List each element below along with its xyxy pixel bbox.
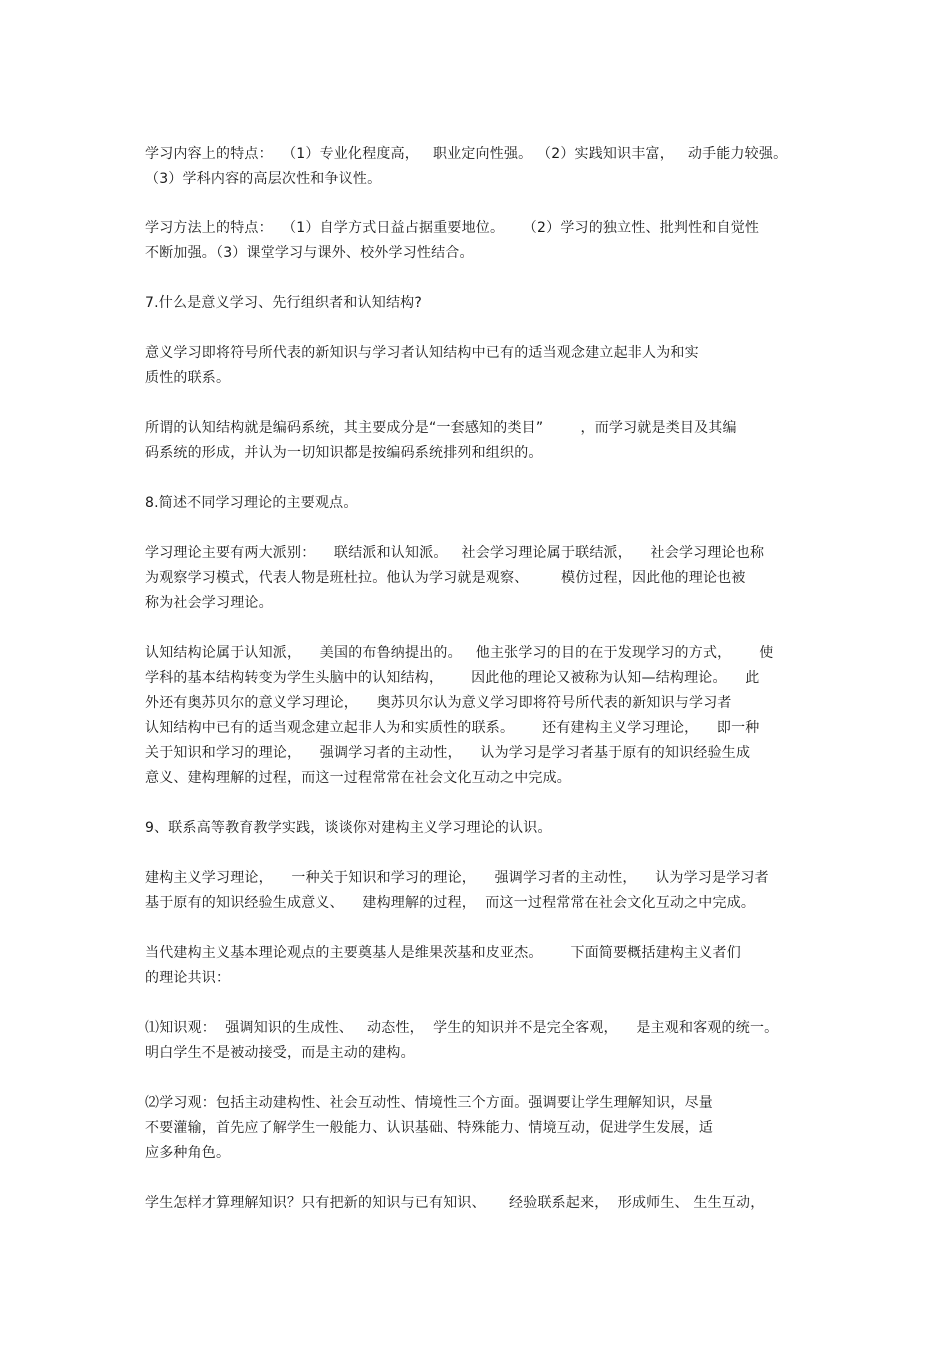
text-line: （3）学科内容的高层次性和争议性。: [145, 171, 382, 187]
text-line: 当代建构主义基本理论观点的主要奠基人是维果茨基和皮亚杰。 下面简要概括建构主义者们: [145, 945, 741, 961]
text-line: 意义学习即将符号所代表的新知识与学习者认知结构中已有的适当观念建立起非人为和实: [145, 345, 699, 361]
text-line: 应多种角色。: [145, 1145, 231, 1161]
text-line: 意义、建构理解的过程，而这一过程常常在社会文化互动之中完成。: [145, 770, 571, 786]
question-heading: 8.简述不同学习理论的主要观点。: [145, 495, 358, 511]
text-line: 质性的联系。: [145, 370, 231, 386]
text-line: 基于原有的知识经验生成意义、 建构理解的过程， 而这一过程常常在社会文化互动之中完成。: [145, 895, 756, 911]
question-heading: 9、联系高等教育教学实践，谈谈你对建构主义学习理论的认识。: [145, 820, 552, 836]
text-line: 学习方法上的特点： （1）自学方式日益占据重要地位。 （2）学习的独立性、批判性和自觉性: [145, 220, 760, 236]
text-line: 关于知识和学习的理论， 强调学习者的主动性， 认为学习是学习者基于原有的知识经验生成: [145, 745, 751, 761]
text-line: ⑴知识观： 强调知识的生成性、 动态性， 学生的知识并不是完全客观， 是主观和客观的统一。: [145, 1020, 779, 1036]
text-line: 学习内容上的特点： （1）专业化程度高， 职业定向性强。 （2）实践知识丰富， 动手能力较强。: [145, 146, 788, 162]
text-line: 明白学生不是被动接受，而是主动的建构。: [145, 1045, 415, 1061]
text-line: 学习理论主要有两大派别： 联结派和认知派。 社会学习理论属于联结派， 社会学习理论也称: [145, 545, 765, 561]
text-line: 学生怎样才算理解知识？只有把新的知识与已有知识、 经验联系起来， 形成师生、 生生互动，: [145, 1195, 765, 1211]
text-line: 码系统的形成，并认为一切知识都是按编码系统排列和组织的。: [145, 445, 543, 461]
text-line: 不要灌输，首先应了解学生一般能力、认识基础、特殊能力、情境互动，促进学生发展，适: [145, 1120, 713, 1136]
text-line: 认知结构中已有的适当观念建立起非人为和实质性的联系。 还有建构主义学习理论， 即一种: [145, 720, 760, 736]
text-line: ⑵学习观：包括主动建构性、社会互动性、情境性三个方面。强调要让学生理解知识，尽量: [145, 1095, 713, 1111]
text-line: 认知结构论属于认知派， 美国的布鲁纳提出的。 他主张学习的目的在于发现学习的方式， 使: [145, 645, 774, 661]
text-line: 建构主义学习理论， 一种关于知识和学习的理论， 强调学习者的主动性， 认为学习是学习者: [145, 870, 769, 886]
text-line: 的理论共识：: [145, 970, 231, 986]
text-line: 不断加强。（3）课堂学习与课外、校外学习性结合。: [145, 245, 474, 261]
text-line: 外还有奥苏贝尔的意义学习理论， 奥苏贝尔认为意义学习即将符号所代表的新知识与学习者: [145, 695, 732, 711]
text-line: 称为社会学习理论。: [145, 595, 273, 611]
question-heading: 7.什么是意义学习、先行组织者和认知结构?: [145, 295, 422, 311]
text-line: 所谓的认知结构就是编码系统，其主要成分是“一套感知的类目” ，而学习就是类目及其编: [145, 420, 737, 436]
text-line: 学科的基本结构转变为学生头脑中的认知结构， 因此他的理论又被称为认知—结构理论。 此: [145, 670, 760, 686]
text-line: 为观察学习模式，代表人物是班杜拉。他认为学习就是观察、 模仿过程，因此他的理论也被: [145, 570, 746, 586]
